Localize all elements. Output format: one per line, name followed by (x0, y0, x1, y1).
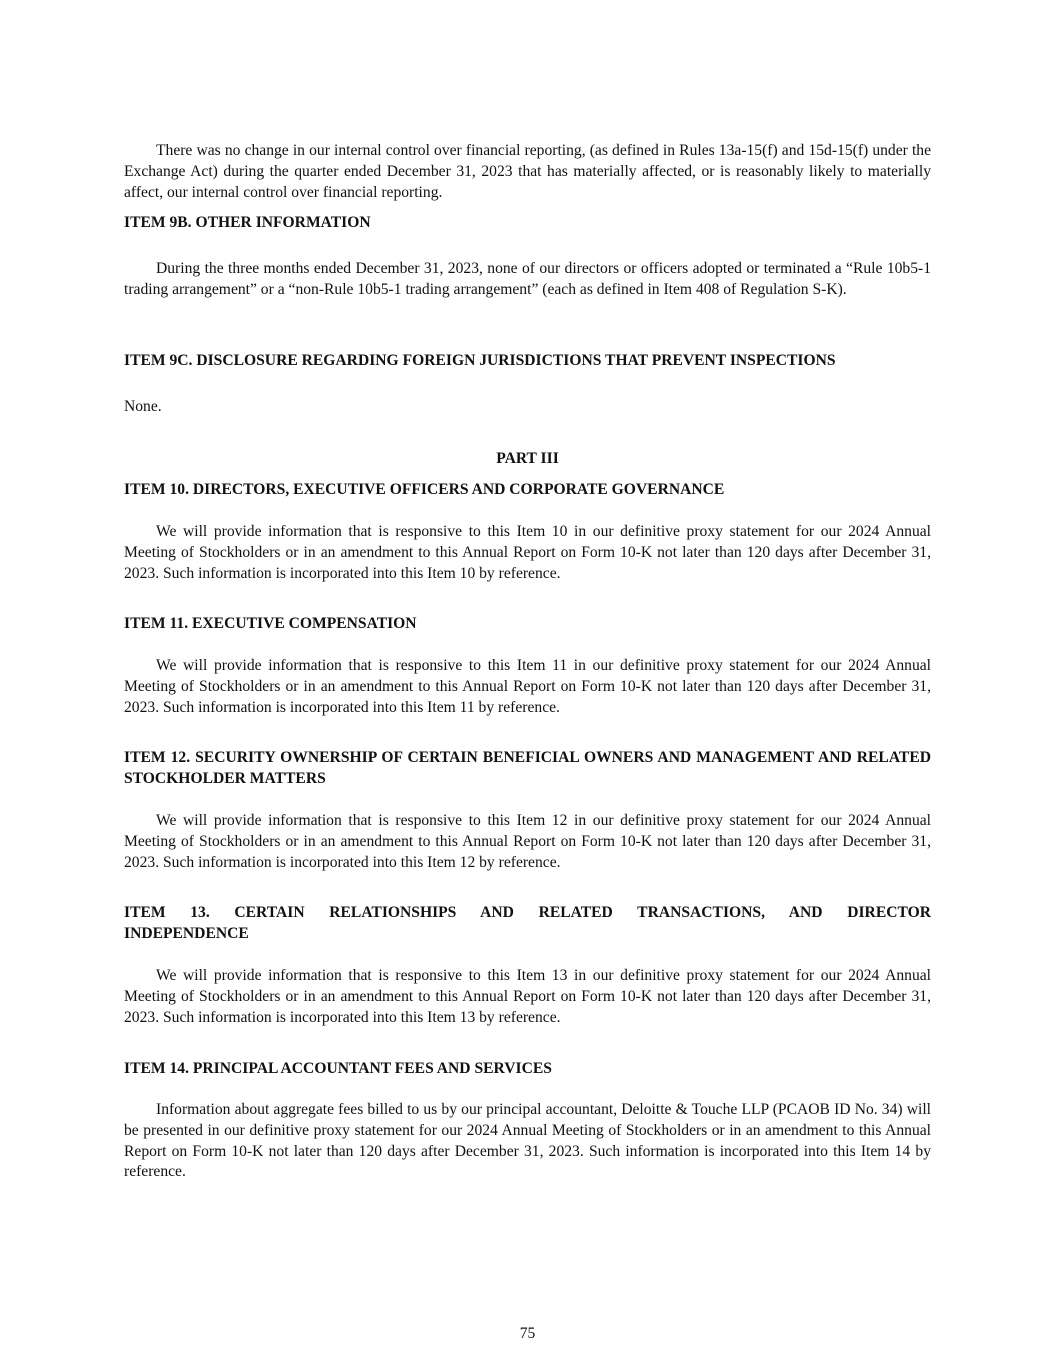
heading-item-14: ITEM 14. PRINCIPAL ACCOUNTANT FEES AND SERVICES (124, 1060, 552, 1077)
heading-item-12: ITEM 12. SECURITY OWNERSHIP OF CERTAIN BENEFICIAL OWNERS AND MANAGEMENT AND RELATED STOCKHOLDER MATTERS (124, 749, 931, 787)
paragraph-internal-control: There was no change in our internal control over financial reporting, (as defined in Rules 13a-15(f) and 15d-15(f) under the Exchange Act) during the quarter ended December 31, 2023 that has materially affected, or is reasonably likely to materially affect, our internal control over financial reporting. (124, 142, 931, 201)
paragraph-item-9b: During the three months ended December 31, 2023, none of our directors or officers adopted or terminated a “Rule 10b5-1 trading arrangement” or a “non-Rule 10b5-1 trading arrangement” (each as defined in Item 408 of Regulation S-K). (124, 260, 931, 298)
paragraph-item-9c: None. (124, 398, 162, 415)
heading-item-9b: ITEM 9B. OTHER INFORMATION (124, 214, 371, 231)
paragraph-item-10: We will provide information that is responsive to this Item 10 in our definitive proxy statement for our 2024 Annual Meeting of Stockholders or in an amendment to this Annual Report on Form 10-K not later than 120 days after December 31, 2023. Such information is incorporated into this Item 10 by reference. (124, 523, 931, 582)
paragraph-item-14: Information about aggregate fees billed to us by our principal accountant, Deloitte & Touche LLP (PCAOB ID No. 34) will be presented in our definitive proxy statement for our 2024 Annual Meeting of Stockholders or in an amendment to this Annual Report on Form 10-K not later than 120 days after December 31, 2023. Such information is incorporated into this Item 14 by reference. (124, 1101, 931, 1181)
part-title: PART III (496, 450, 559, 467)
heading-item-10: ITEM 10. DIRECTORS, EXECUTIVE OFFICERS AND CORPORATE GOVERNANCE (124, 481, 725, 498)
paragraph-item-11: We will provide information that is responsive to this Item 11 in our definitive proxy statement for our 2024 Annual Meeting of Stockholders or in an amendment to this Annual Report on Form 10-K not later than 120 days after December 31, 2023. Such information is incorporated into this Item 11 by reference. (124, 657, 931, 716)
paragraph-item-13: We will provide information that is responsive to this Item 13 in our definitive proxy statement for our 2024 Annual Meeting of Stockholders or in an amendment to this Annual Report on Form 10-K not later than 120 days after December 31, 2023. Such information is incorporated into this Item 13 by reference. (124, 967, 931, 1026)
heading-item-13-line-1: ITEM 13. CERTAIN RELATIONSHIPS AND RELATED TRANSACTIONS, AND DIRECTOR (124, 904, 931, 921)
heading-item-9c: ITEM 9C. DISCLOSURE REGARDING FOREIGN JURISDICTIONS THAT PREVENT INSPECTIONS (124, 352, 836, 369)
page-number: 75 (519, 1325, 536, 1342)
heading-item-13-line-2: INDEPENDENCE (124, 924, 249, 942)
heading-item-13 (124, 903, 931, 945)
paragraph-item-12: We will provide information that is responsive to this Item 12 in our definitive proxy statement for our 2024 Annual Meeting of Stockholders or in an amendment to this Annual Report on Form 10-K not later than 120 days after December 31, 2023. Such information is incorporated into this Item 12 by reference. (124, 812, 931, 871)
heading-item-11: ITEM 11. EXECUTIVE COMPENSATION (124, 615, 417, 632)
